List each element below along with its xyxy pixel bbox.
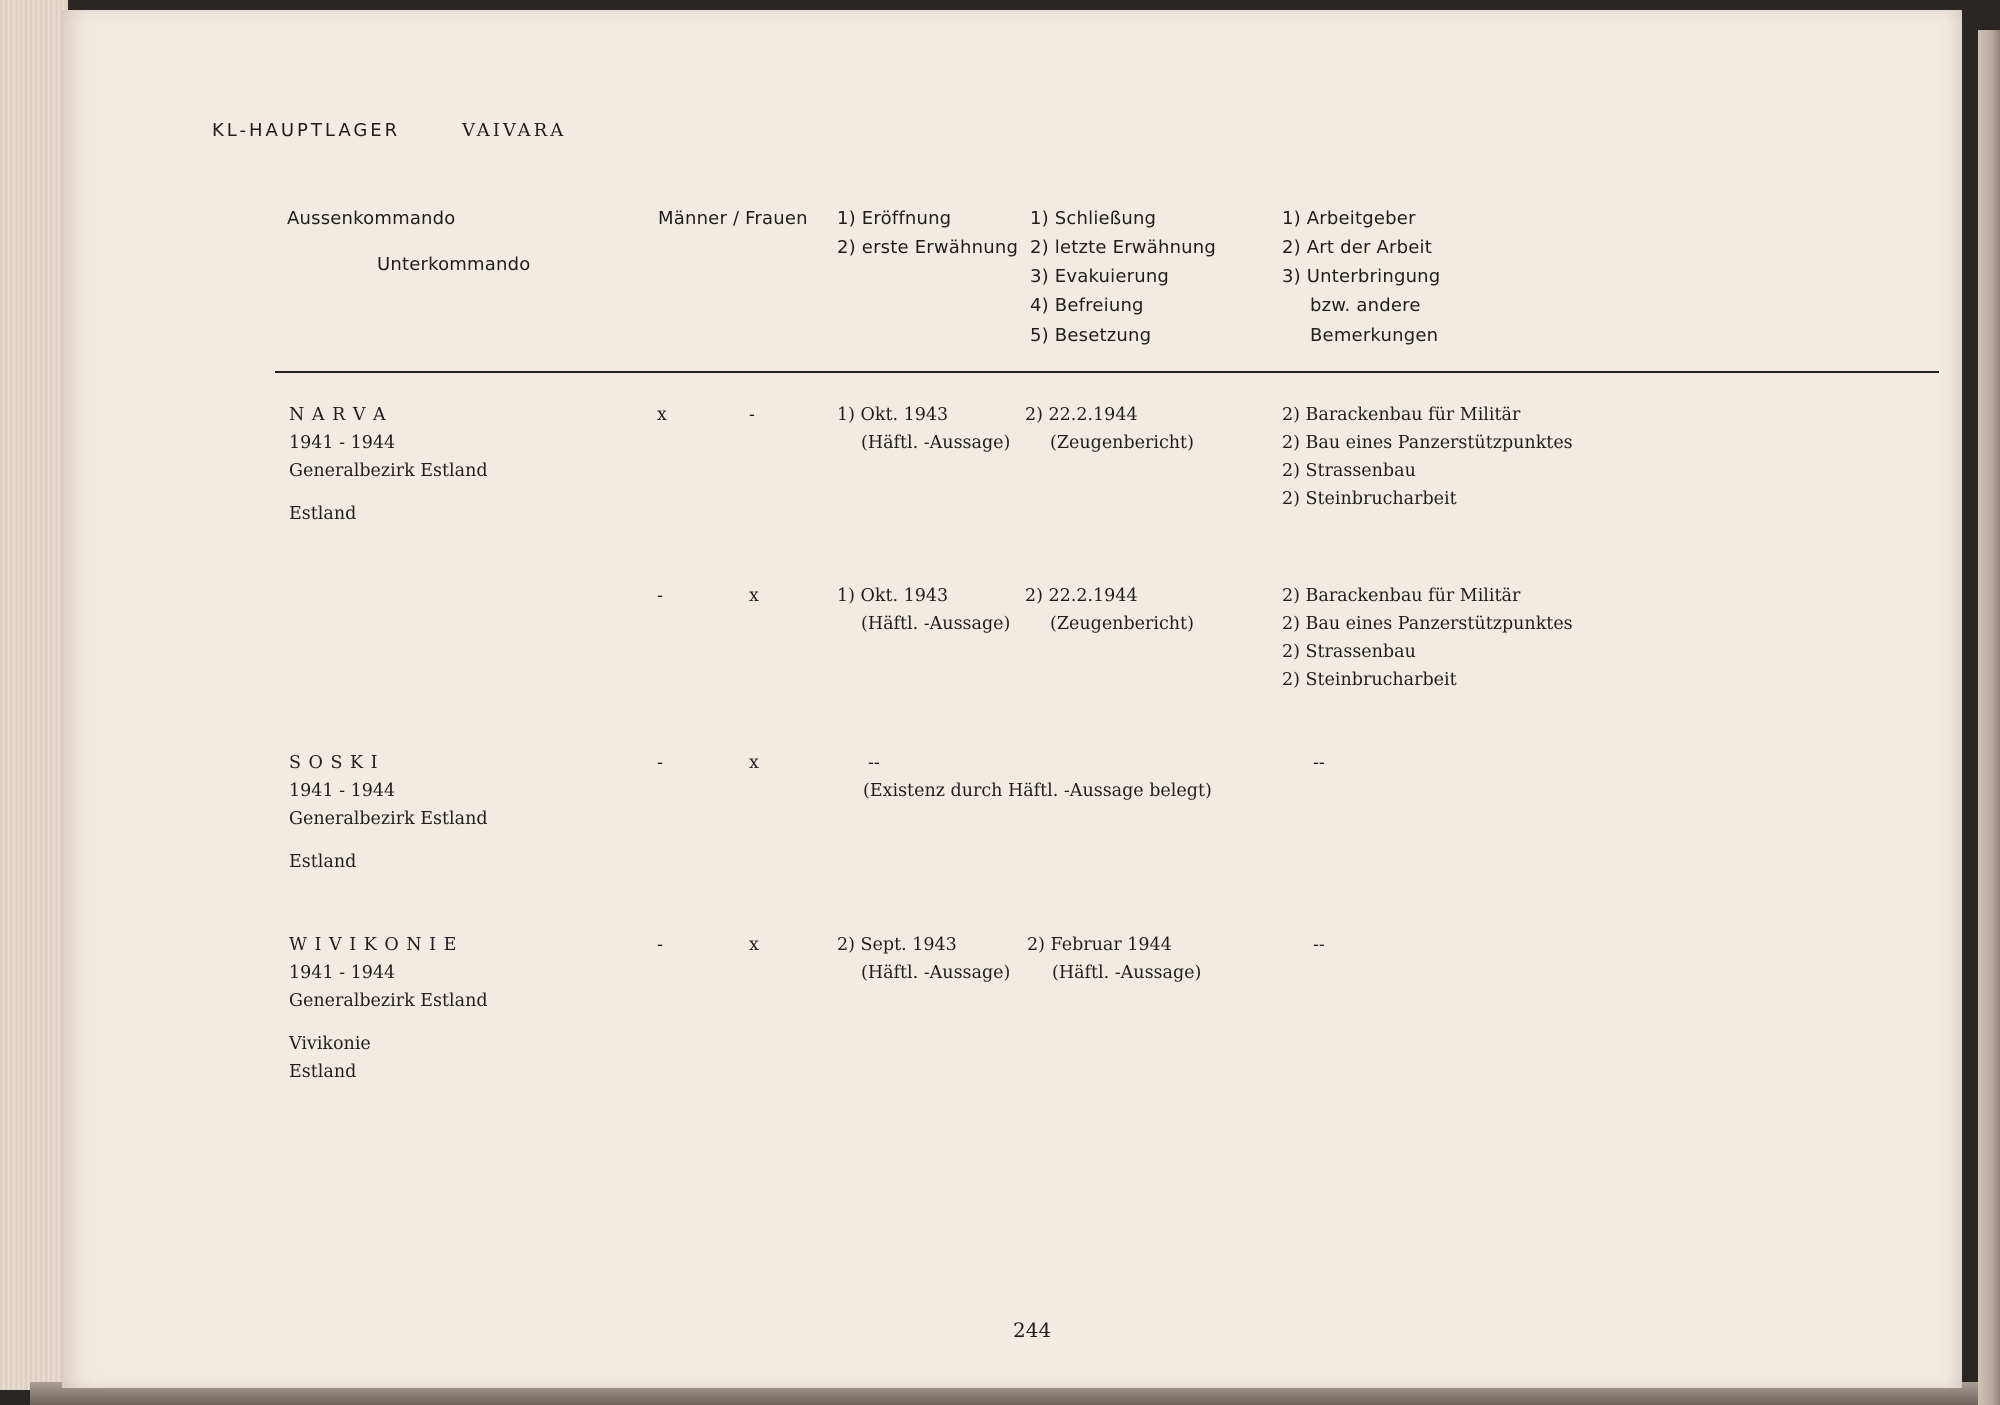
- entry-country: Estland: [289, 1062, 357, 1082]
- entry-close-source: (Zeugenbericht): [1050, 433, 1194, 453]
- column-header-open-2: 2) erste Erwähnung: [837, 237, 1019, 258]
- column-header-work-3: 3) Unterbringung: [1282, 266, 1441, 287]
- entry-years: 1941 - 1944: [289, 781, 396, 801]
- column-header-close-5: 5) Besetzung: [1030, 325, 1152, 346]
- entry-name: W I V I K O N I E: [289, 935, 458, 955]
- entry-work-item: --: [1313, 935, 1325, 955]
- column-header-gender: Männer / Frauen: [658, 208, 808, 229]
- entry-name: N A R V A: [289, 405, 387, 425]
- column-header-aussenkommando: Aussenkommando: [287, 208, 456, 229]
- column-header-close-1: 1) Schließung: [1030, 208, 1157, 229]
- entry-close-source: (Häftl. -Aussage): [1052, 963, 1202, 983]
- entry-region: Generalbezirk Estland: [289, 809, 488, 829]
- column-header-open-1: 1) Eröffnung: [837, 208, 952, 229]
- entry-region: Generalbezirk Estland: [289, 991, 488, 1011]
- entry-open-date: 2) Sept. 1943: [837, 935, 957, 955]
- column-header-close-4: 4) Befreiung: [1030, 295, 1144, 316]
- entry-open-source: (Häftl. -Aussage): [861, 963, 1011, 983]
- book-page: [62, 10, 1962, 1388]
- entry-work-item: --: [1313, 753, 1325, 773]
- column-header-work-2: 2) Art der Arbeit: [1282, 237, 1432, 258]
- page-stack-right-edge: [1978, 30, 2000, 1405]
- entry-name: S O S K I: [289, 753, 379, 773]
- entry-subcamp: Vivikonie: [289, 1034, 371, 1054]
- entry-country: Estland: [289, 852, 357, 872]
- entry-women-mark: x: [749, 935, 759, 955]
- entry-open-date: --: [868, 753, 880, 773]
- entry-work-item: 2) Barackenbau für Militär: [1282, 405, 1521, 425]
- entry-women-mark: x: [749, 753, 759, 773]
- entry-open-source: (Existenz durch Häftl. -Aussage belegt): [863, 781, 1212, 801]
- column-header-close-2: 2) letzte Erwähnung: [1030, 237, 1217, 258]
- entry-close-date: 2) Februar 1944: [1027, 935, 1172, 955]
- entry-close-source: (Zeugenbericht): [1050, 614, 1194, 634]
- entry-work-item: 2) Strassenbau: [1282, 461, 1416, 481]
- entry-work-item: 2) Steinbrucharbeit: [1282, 670, 1457, 690]
- entry-men-mark: x: [657, 405, 667, 425]
- entry-years: 1941 - 1944: [289, 963, 396, 983]
- column-header-close-3: 3) Evakuierung: [1030, 266, 1170, 287]
- entry-work-item: 2) Bau eines Panzerstützpunktes: [1282, 614, 1573, 634]
- entry-open-date: 1) Okt. 1943: [837, 586, 949, 606]
- column-header-unterkommando: Unterkommando: [377, 254, 531, 275]
- entry-work-item: 2) Strassenbau: [1282, 642, 1416, 662]
- header-divider-rule: [275, 371, 1939, 373]
- entry-men-mark: -: [657, 753, 663, 773]
- column-header-work-5: Bemerkungen: [1310, 325, 1439, 346]
- page-header-title: KL-HAUPTLAGER: [212, 120, 401, 141]
- column-header-work-4: bzw. andere: [1310, 295, 1421, 316]
- page-number: 244: [1013, 1318, 1052, 1342]
- page-stack-left-edge: [0, 0, 68, 1390]
- entry-open-date: 1) Okt. 1943: [837, 405, 949, 425]
- entry-years: 1941 - 1944: [289, 433, 396, 453]
- entry-men-mark: -: [657, 586, 663, 606]
- entry-men-mark: -: [657, 935, 663, 955]
- column-header-work-1: 1) Arbeitgeber: [1282, 208, 1416, 229]
- entry-open-source: (Häftl. -Aussage): [861, 614, 1011, 634]
- entry-close-date: 2) 22.2.1944: [1025, 405, 1138, 425]
- entry-women-mark: -: [749, 405, 755, 425]
- entry-close-date: 2) 22.2.1944: [1025, 586, 1138, 606]
- entry-women-mark: x: [749, 586, 759, 606]
- page-header-camp: VAIVARA: [462, 120, 567, 141]
- entry-region: Generalbezirk Estland: [289, 461, 488, 481]
- entry-country: Estland: [289, 504, 357, 524]
- entry-work-item: 2) Barackenbau für Militär: [1282, 586, 1521, 606]
- entry-work-item: 2) Bau eines Panzerstützpunktes: [1282, 433, 1573, 453]
- entry-open-source: (Häftl. -Aussage): [861, 433, 1011, 453]
- entry-work-item: 2) Steinbrucharbeit: [1282, 489, 1457, 509]
